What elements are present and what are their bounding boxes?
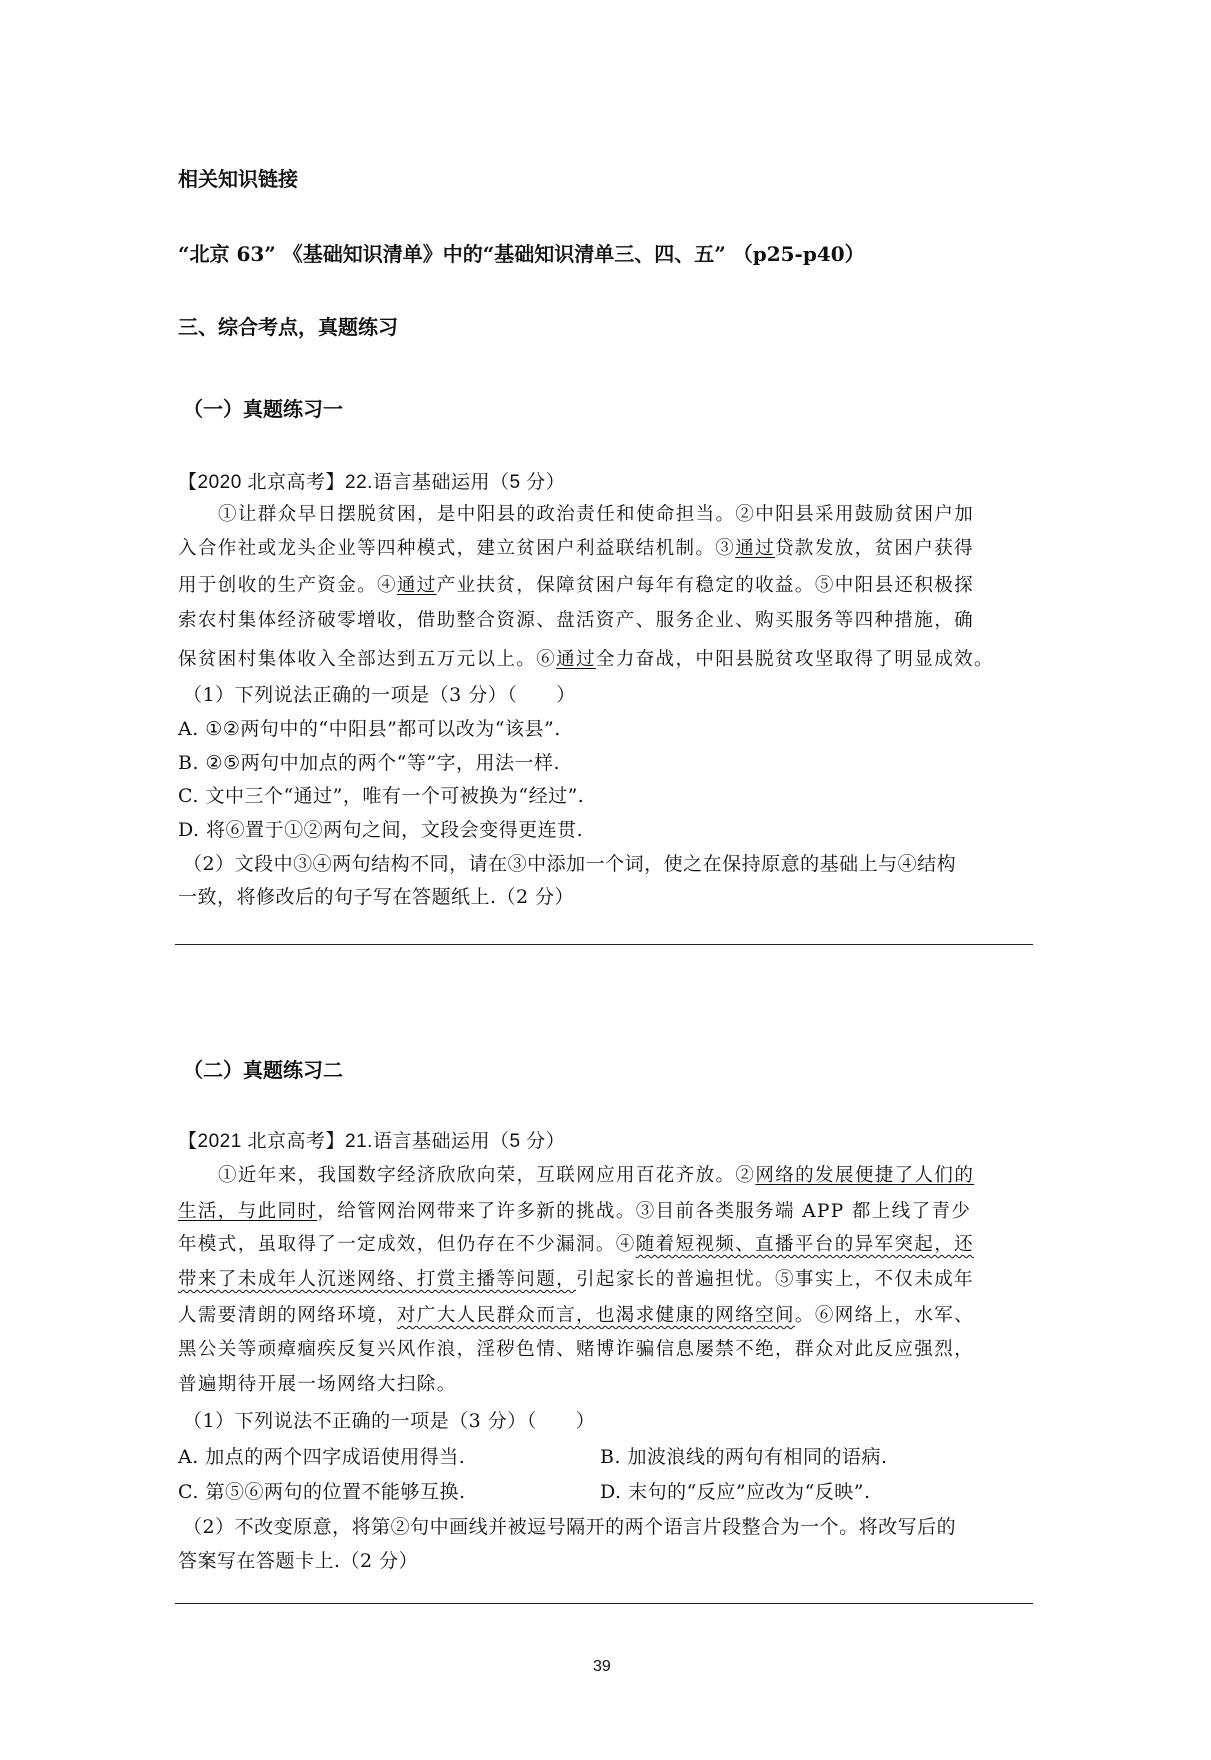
- passage-two-line-1: [218, 1161, 974, 1187]
- question-three-stem: （1）下列说法不正确的一项是（3 分）（ ）: [183, 1410, 596, 1432]
- passage-two-line-4: [178, 1265, 974, 1291]
- practice-two-source: 【2021 北京高考】21.语言基础运用（5 分）: [178, 1131, 566, 1152]
- passage-two-line-6: 黑公关等顽瘴痼疾反复兴风作浪，淫秽色情、赌博诈骗信息屡禁不绝，群众对此反应强烈，: [178, 1339, 975, 1360]
- passage-two-line-5: [178, 1301, 974, 1327]
- passage-two-line-3: [178, 1230, 974, 1256]
- page-number: 39: [593, 1658, 611, 1675]
- passage-one-line-2: [178, 534, 974, 560]
- question-two-line-1: （2）文段中③④两句结构不同，请在③中添加一个词，使之在保持原意的基础上与④结构: [183, 853, 957, 875]
- passage-text: 用于创收的生产资金。④: [178, 575, 397, 596]
- answer-line: [175, 944, 1033, 945]
- wavy-underlined-sentence: 对广大人民群众而言，也渴求健康的网络空间: [396, 1305, 795, 1326]
- passage-one-line-1: ①让群众早日摆脱贫困，是中阳县的政治责任和使命担当。②中阳县采用鼓励贫困户加: [218, 504, 975, 525]
- question-two-line-2: 一致，将修改后的句子写在答题纸上.（2 分）: [178, 886, 575, 908]
- question-three-option-b: B. 加波浪线的两句有相同的语病.: [600, 1446, 888, 1468]
- underlined-word: 通过: [735, 538, 776, 559]
- question-one-option-c: C. 文中三个“通过”，唯有一个可被换为“经过”.: [178, 785, 585, 807]
- passage-text: 人需要清朗的网络环境，: [178, 1305, 397, 1326]
- knowledge-link-heading: 相关知识链接: [178, 167, 298, 191]
- passage-text: 产业扶贫，保障贫困户每年有稳定的收益。⑤中阳县还积极探: [436, 575, 975, 596]
- passage-two-line-7: 普遍期待开展一场网络大扫除。: [178, 1374, 457, 1395]
- practice-two-heading: （二）真题练习二: [183, 1058, 343, 1082]
- underlined-phrase: 网络的发展便捷了人们的: [755, 1165, 975, 1186]
- answer-line: [175, 1603, 1033, 1604]
- question-one-option-b: B. ②⑤两句中加点的两个“等”字，用法一样.: [178, 752, 561, 774]
- wavy-underlined-sentence: 带来了未成年人沉迷网络、打赏主播等问题，: [178, 1269, 577, 1290]
- knowledge-link-reference: “北京 63” 《基础知识清单》中的“基础知识清单三、四、五” （p25-p40）: [178, 242, 865, 266]
- practice-one-heading: （一）真题练习一: [183, 397, 343, 421]
- underlined-word: 通过: [396, 575, 437, 596]
- passage-one-line-3: [178, 571, 974, 597]
- question-four-line-2: 答案写在答题卡上.（2 分）: [178, 1550, 419, 1572]
- question-three-option-a: A. 加点的两个四字成语使用得当.: [178, 1446, 466, 1468]
- question-one-stem: （1）下列说法正确的一项是（3 分）（ ）: [183, 684, 576, 706]
- section-three-heading: 三、综合考点，真题练习: [178, 315, 398, 339]
- question-one-option-d: D. 将⑥置于①②两句之间，文段会变得更连贯.: [178, 819, 584, 841]
- passage-text: 全力奋战，中阳县脱贫攻坚取得了明显成效。: [595, 649, 994, 670]
- passage-text: 贷款发放，贫困户获得: [775, 538, 975, 559]
- wavy-underlined-sentence: 随着短视频、直播平台的异军突起，还: [635, 1234, 975, 1255]
- passage-text: 。⑥网络上，水军、: [794, 1305, 975, 1326]
- question-three-option-d: D. 末句的“反应”应改为“反映”.: [600, 1481, 871, 1503]
- question-one-option-a: A. ①②两句中的“中阳县”都可以改为“该县”.: [178, 718, 561, 740]
- passage-one-line-4: 索农村集体经济破零增收，借助整合资源、盘活资产、服务企业、购买服务等四种措施，确: [178, 610, 975, 631]
- passage-text: 入合作社或龙头企业等四种模式，建立贫困户利益联结机制。③: [178, 538, 736, 559]
- question-four-line-1: （2）不改变原意，将第②句中画线并被逗号隔开的两个语言片段整合为一个。将改写后的: [183, 1516, 957, 1538]
- underlined-word: 通过: [556, 649, 596, 670]
- passage-text: ，给管网治网带来了许多新的挑战。③目前各类服务端 APP 都上线了青少: [317, 1201, 972, 1222]
- question-three-option-c: C. 第⑤⑥两句的位置不能够互换.: [178, 1481, 466, 1503]
- passage-text: 保贫困村集体收入全部达到五万元以上。⑥: [178, 649, 557, 670]
- passage-text: ①近年来，我国数字经济欣欣向荣，互联网应用百花齐放。②: [218, 1165, 756, 1186]
- passage-text: 引起家长的普遍担忧。⑤事实上，不仅未成年: [576, 1269, 975, 1290]
- practice-one-source: 【2020 北京高考】22.语言基础运用（5 分）: [178, 472, 566, 493]
- passage-text: 年模式，虽取得了一定成效，但仍存在不少漏洞。④: [178, 1234, 636, 1255]
- underlined-phrase: 生活，与此同时: [178, 1201, 318, 1222]
- passage-one-line-5: [178, 645, 994, 671]
- passage-two-line-2: [178, 1197, 971, 1223]
